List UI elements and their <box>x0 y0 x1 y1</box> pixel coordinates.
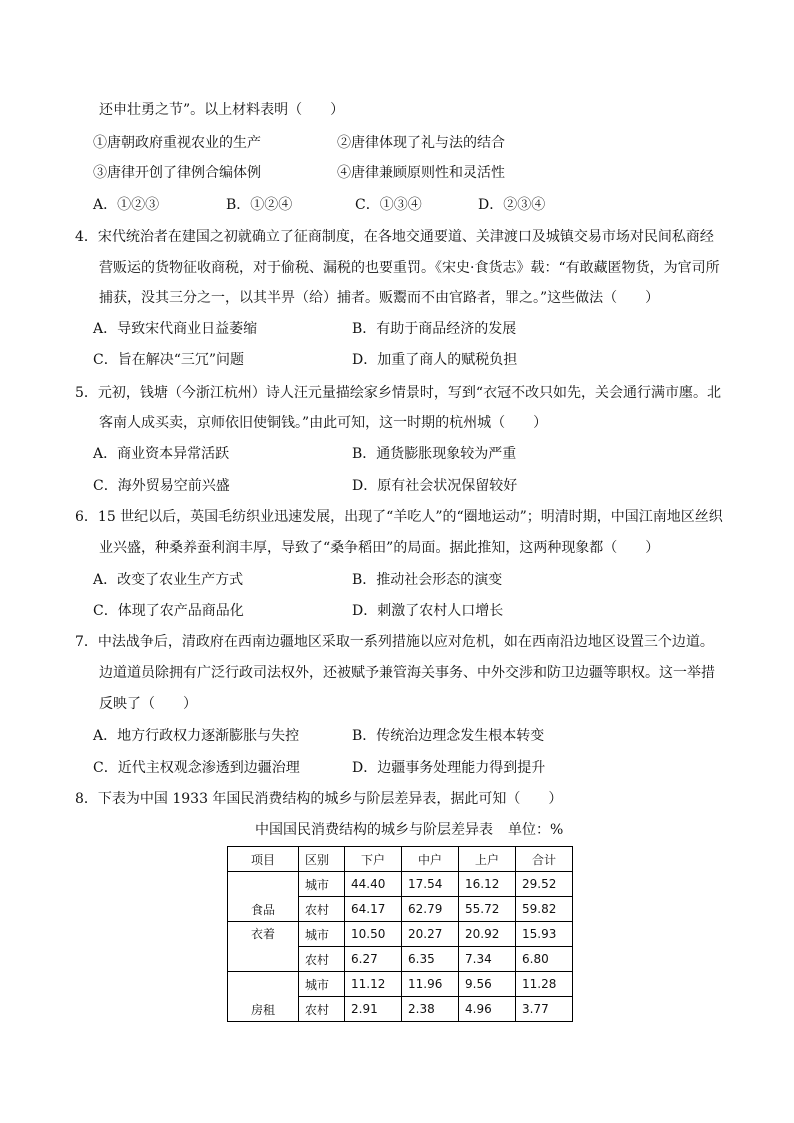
q7-option-a: A．地方行政权力逐渐膨胀与失控 <box>93 728 300 744</box>
header-cell: 合计 <box>516 847 573 872</box>
value-cell: 3.77 <box>516 997 573 1022</box>
value-cell: 29.52 <box>516 872 573 897</box>
value-cell: 64.17 <box>345 897 402 922</box>
table-caption: 中国国民消费结构的城乡与阶层差异表 <box>255 822 493 838</box>
q7-stem-line-3: 反映了（ ） <box>99 696 197 712</box>
item-cell-rent: 房租 <box>228 972 299 1022</box>
q5-option-c: C．海外贸易空前兴盛 <box>93 478 230 494</box>
value-cell: 20.27 <box>402 922 459 947</box>
header-cell: 中户 <box>402 847 459 872</box>
consumption-table <box>227 846 573 1022</box>
q4-option-a: A．导致宋代商业日益萎缩 <box>93 321 258 337</box>
q7-option-b: B．传统治边理念发生根本转变 <box>352 728 545 744</box>
value-cell: 62.79 <box>402 897 459 922</box>
header-cell: 下户 <box>345 847 402 872</box>
q6-option-a: A．改变了农业生产方式 <box>93 572 244 588</box>
q4-stem-line-1: 4．宋代统治者在建国之初就确立了征商制度，在各地交通要道、关津渡口及城镇交易市场对民间私商经 <box>75 229 714 245</box>
value-cell: 55.72 <box>459 897 516 922</box>
value-cell: 11.28 <box>516 972 573 997</box>
q6-option-c: C．体现了农产品商品化 <box>93 603 244 619</box>
q4-option-b: B．有助于商品经济的发展 <box>352 321 517 337</box>
q4-option-d: D．加重了商人的赋税负担 <box>352 352 518 368</box>
area-cell: 城市 <box>299 872 345 897</box>
item-cell-food: 食品 <box>228 872 299 922</box>
q7-stem-line-1: 7．中法战争后，清政府在西南边疆地区采取一系列措施以应对危机，如在西南沿边地区设置三个边道。 <box>75 634 714 650</box>
value-cell: 11.12 <box>345 972 402 997</box>
item-cell-clothing: 衣着 <box>228 922 299 972</box>
q6-stem-line-2: 业兴盛，种桑养蚕利润丰厚，导致了“桑争稻田”的局面。据此推知，这两种现象都（ ） <box>99 540 660 556</box>
value-cell: 7.34 <box>459 947 516 972</box>
table-header-row <box>228 847 573 872</box>
table-row <box>228 872 573 897</box>
q3-option-a: A．①②③ <box>93 197 160 213</box>
q6-option-d: D．刺激了农村人口增长 <box>352 603 504 619</box>
value-cell: 6.27 <box>345 947 402 972</box>
q3-stem-continuation: 还申壮勇之节”。以上材料表明（ ） <box>99 102 345 118</box>
table-row <box>228 922 573 947</box>
q5-stem-line-1: 5．元初，钱塘（今浙江杭州）诗人汪元量描绘家乡情景时，写到“衣冠不改只如先，关会通行满市廛。北 <box>75 385 722 401</box>
value-cell: 9.56 <box>459 972 516 997</box>
q4-stem-line-2: 营贩运的货物征收商税，对于偷税、漏税的也要重罚。《宋史·食货志》载：“有敢藏匿物货，为官司所 <box>99 260 720 276</box>
q3-item-3: ③唐律开创了律例合编体例 <box>93 165 261 181</box>
value-cell: 20.92 <box>459 922 516 947</box>
value-cell: 6.80 <box>516 947 573 972</box>
q5-option-b: B．通货膨胀现象较为严重 <box>352 446 517 462</box>
q3-option-d: D．②③④ <box>478 197 546 213</box>
table-unit: 单位：% <box>508 822 564 838</box>
q7-stem-line-2: 边道道员除拥有广泛行政司法权外，还被赋予兼管海关事务、中外交涉和防卫边疆等职权。这一举措 <box>99 665 715 681</box>
header-cell: 项目 <box>228 847 299 872</box>
value-cell: 15.93 <box>516 922 573 947</box>
value-cell: 2.91 <box>345 997 402 1022</box>
area-cell: 农村 <box>299 897 345 922</box>
value-cell: 17.54 <box>402 872 459 897</box>
q3-option-b: B．①②④ <box>226 197 293 213</box>
value-cell: 16.12 <box>459 872 516 897</box>
q3-item-4: ④唐律兼顾原则性和灵活性 <box>337 165 505 181</box>
q5-option-d: D．原有社会状况保留较好 <box>352 478 518 494</box>
q8-stem: 8．下表为中国 1933 年国民消费结构的城乡与阶层差异表，据此可知（ ） <box>75 791 563 807</box>
value-cell: 10.50 <box>345 922 402 947</box>
q7-option-c: C．近代主权观念渗透到边疆治理 <box>93 760 300 776</box>
q4-option-c: C．旨在解决“三冗”问题 <box>93 352 245 368</box>
area-cell: 农村 <box>299 997 345 1022</box>
value-cell: 2.38 <box>402 997 459 1022</box>
value-cell: 44.40 <box>345 872 402 897</box>
area-cell: 城市 <box>299 922 345 947</box>
value-cell: 6.35 <box>402 947 459 972</box>
header-cell: 上户 <box>459 847 516 872</box>
value-cell: 59.82 <box>516 897 573 922</box>
header-cell: 区别 <box>299 847 345 872</box>
area-cell: 农村 <box>299 947 345 972</box>
q3-item-2: ②唐律体现了礼与法的结合 <box>337 135 505 151</box>
q4-stem-line-3: 捕获，没其三分之一，以其半畀（给）捕者。贩鬻而不由官路者，罪之。”这些做法（ ） <box>99 290 660 306</box>
value-cell: 4.96 <box>459 997 516 1022</box>
table-row <box>228 972 573 997</box>
q5-stem-line-2: 客南人成买卖，京师依旧使铜钱。”由此可知，这一时期的杭州城（ ） <box>99 415 548 431</box>
q3-option-c: C．①③④ <box>355 197 422 213</box>
q6-option-b: B．推动社会形态的演变 <box>352 572 503 588</box>
q6-stem-line-1: 6．15 世纪以后，英国毛纺织业迅速发展，出现了“羊吃人”的“圈地运动”；明清时期，中国江南地区丝织 <box>75 509 723 525</box>
q3-item-1: ①唐朝政府重视农业的生产 <box>93 135 261 151</box>
area-cell: 城市 <box>299 972 345 997</box>
value-cell: 11.96 <box>402 972 459 997</box>
q5-option-a: A．商业资本异常活跃 <box>93 446 230 462</box>
q7-option-d: D．边疆事务处理能力得到提升 <box>352 760 546 776</box>
